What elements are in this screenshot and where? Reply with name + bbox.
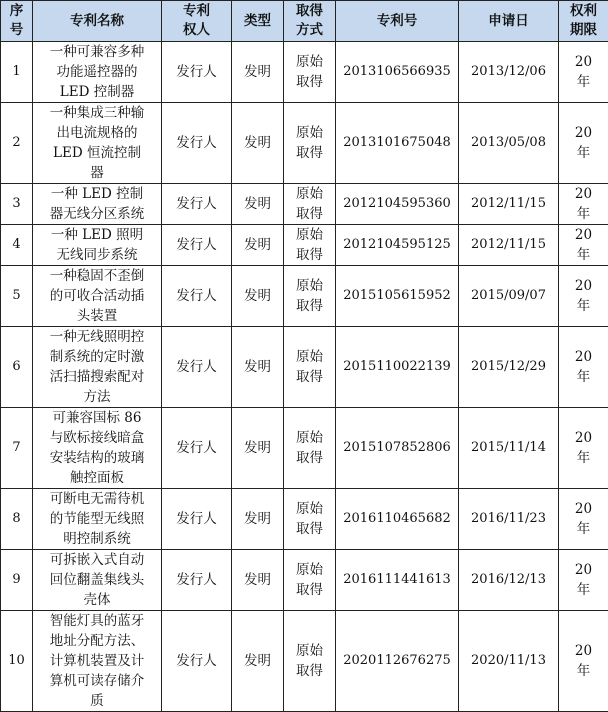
patent-owner: 发行人 [162, 103, 232, 184]
acquisition-method: 原始 取得 [284, 550, 336, 611]
patent-number: 2015107852806 [336, 408, 459, 489]
table-row [1, 327, 608, 408]
application-date: 2020/11/13 [459, 611, 559, 712]
patent-number: 2013101675048 [336, 103, 459, 184]
patent-owner: 发行人 [162, 489, 232, 550]
acquisition-method: 原始 取得 [284, 103, 336, 184]
row-number: 5 [1, 266, 33, 327]
patent-name: 一种 LED 照明 无线同步系统 [33, 225, 162, 266]
header-name: 专利名称 [33, 1, 162, 42]
table-row [1, 611, 608, 712]
row-number: 3 [1, 184, 33, 225]
patent-term: 20 年 [559, 184, 608, 225]
patent-number: 2016110465682 [336, 489, 459, 550]
row-number: 7 [1, 408, 33, 489]
row-number: 10 [1, 611, 33, 712]
patent-owner: 发行人 [162, 408, 232, 489]
header-term: 权利 期限 [559, 1, 608, 42]
patent-number: 2015110022139 [336, 327, 459, 408]
patent-name: 一种集成三种输 出电流规格的 LED 恒流控制 器 [33, 103, 162, 184]
patent-term: 20 年 [559, 327, 608, 408]
patent-number: 2020112676275 [336, 611, 459, 712]
row-number: 6 [1, 327, 33, 408]
table-header-row [1, 1, 608, 42]
table-row [1, 184, 608, 225]
row-number: 8 [1, 489, 33, 550]
patent-type: 发明 [232, 408, 284, 489]
patent-type: 发明 [232, 42, 284, 103]
table-body [1, 42, 608, 712]
header-type: 类型 [232, 1, 284, 42]
patent-owner: 发行人 [162, 266, 232, 327]
application-date: 2015/12/29 [459, 327, 559, 408]
patent-type: 发明 [232, 327, 284, 408]
patent-name: 可拆嵌入式自动 回位翻盖集线头 壳体 [33, 550, 162, 611]
patent-name: 一种可兼容多种 功能遥控器的 LED 控制器 [33, 42, 162, 103]
patent-owner: 发行人 [162, 225, 232, 266]
patent-term: 20 年 [559, 550, 608, 611]
patent-type: 发明 [232, 225, 284, 266]
header-no: 序 号 [1, 1, 33, 42]
patent-term: 20 年 [559, 225, 608, 266]
row-number: 2 [1, 103, 33, 184]
patent-owner: 发行人 [162, 550, 232, 611]
acquisition-method: 原始 取得 [284, 225, 336, 266]
table-row [1, 42, 608, 103]
application-date: 2013/12/06 [459, 42, 559, 103]
patent-number: 2012104595125 [336, 225, 459, 266]
patent-name: 可兼容国标 86 与欧标接线暗盒 安装结构的玻璃 触控面板 [33, 408, 162, 489]
patent-type: 发明 [232, 611, 284, 712]
patent-number: 2012104595360 [336, 184, 459, 225]
table-row [1, 266, 608, 327]
patent-name: 一种稳固不歪倒 的可收合活动插 头装置 [33, 266, 162, 327]
patent-term: 20 年 [559, 611, 608, 712]
header-date: 申请日 [459, 1, 559, 42]
patent-type: 发明 [232, 184, 284, 225]
application-date: 2015/09/07 [459, 266, 559, 327]
acquisition-method: 原始 取得 [284, 489, 336, 550]
patent-term: 20 年 [559, 103, 608, 184]
application-date: 2016/12/13 [459, 550, 559, 611]
patent-number: 2015105615952 [336, 266, 459, 327]
row-number: 4 [1, 225, 33, 266]
patent-term: 20 年 [559, 489, 608, 550]
acquisition-method: 原始 取得 [284, 611, 336, 712]
patent-number: 2013106566935 [336, 42, 459, 103]
table-row [1, 489, 608, 550]
patent-name: 智能灯具的蓝牙 地址分配方法、 计算机装置及计 算机可读存储介 质 [33, 611, 162, 712]
acquisition-method: 原始 取得 [284, 42, 336, 103]
patent-type: 发明 [232, 103, 284, 184]
patent-term: 20 年 [559, 408, 608, 489]
patent-type: 发明 [232, 266, 284, 327]
table-row [1, 225, 608, 266]
application-date: 2012/11/15 [459, 225, 559, 266]
patent-owner: 发行人 [162, 611, 232, 712]
patent-owner: 发行人 [162, 42, 232, 103]
patent-type: 发明 [232, 550, 284, 611]
acquisition-method: 原始 取得 [284, 327, 336, 408]
application-date: 2013/05/08 [459, 103, 559, 184]
patent-number: 2016111441613 [336, 550, 459, 611]
patent-term: 20 年 [559, 42, 608, 103]
application-date: 2012/11/15 [459, 184, 559, 225]
patent-owner: 发行人 [162, 184, 232, 225]
table-row [1, 408, 608, 489]
acquisition-method: 原始 取得 [284, 266, 336, 327]
header-patent-no: 专利号 [336, 1, 459, 42]
application-date: 2015/11/14 [459, 408, 559, 489]
patent-name: 一种无线照明控 制系统的定时激 活扫描搜索配对 方法 [33, 327, 162, 408]
patent-term: 20 年 [559, 266, 608, 327]
application-date: 2016/11/23 [459, 489, 559, 550]
header-method: 取得 方式 [284, 1, 336, 42]
patent-name: 可断电无需待机 的节能型无线照 明控制系统 [33, 489, 162, 550]
patent-owner: 发行人 [162, 327, 232, 408]
patent-type: 发明 [232, 489, 284, 550]
row-number: 1 [1, 42, 33, 103]
acquisition-method: 原始 取得 [284, 184, 336, 225]
table-row [1, 103, 608, 184]
header-owner: 专利 权人 [162, 1, 232, 42]
patent-name: 一种 LED 控制 器无线分区系统 [33, 184, 162, 225]
row-number: 9 [1, 550, 33, 611]
acquisition-method: 原始 取得 [284, 408, 336, 489]
table-row [1, 550, 608, 611]
